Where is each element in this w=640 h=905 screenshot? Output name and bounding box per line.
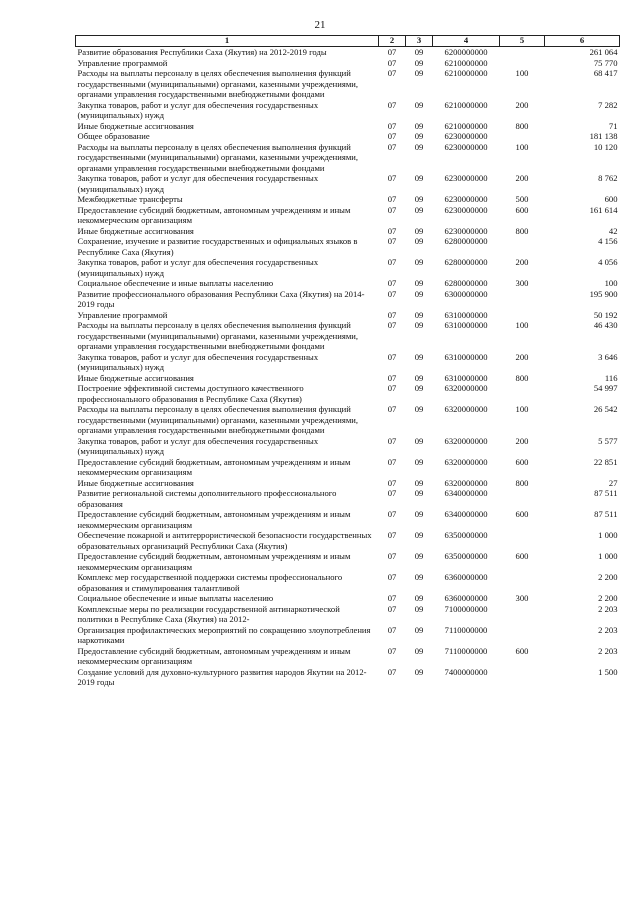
row-name: Развитие региональной системы дополнительного профессионального образования bbox=[77, 488, 337, 509]
row-target-article: 6280000000 bbox=[444, 236, 488, 246]
row-amount: 2 203 bbox=[598, 645, 618, 656]
row-expense-type: 300 bbox=[515, 278, 529, 288]
row-subsection: 09 bbox=[414, 372, 424, 383]
row-target-article: 7110000000 bbox=[444, 624, 488, 635]
row-expense-type: 600 bbox=[515, 204, 529, 215]
row-subsection: 09 bbox=[414, 551, 424, 561]
table-row bbox=[76, 310, 620, 321]
table-row bbox=[76, 457, 620, 478]
table-row bbox=[76, 404, 620, 436]
row-subsection: 09 bbox=[414, 435, 424, 446]
row-section: 07 bbox=[387, 404, 397, 414]
row-target-article: 6320000000 bbox=[444, 404, 488, 414]
row-section: 07 bbox=[387, 351, 397, 362]
row-section: 07 bbox=[387, 225, 397, 236]
row-name: Предоставление субсидий бюджетным, автономным учреждениям и иным некоммерческим организациям bbox=[77, 456, 351, 477]
row-subsection: 09 bbox=[414, 57, 424, 68]
row-target-article: 6230000000 bbox=[444, 194, 488, 204]
row-expense-type bbox=[500, 289, 545, 310]
row-target-article: 7400000000 bbox=[444, 666, 488, 677]
table-row bbox=[76, 257, 620, 278]
table-row bbox=[76, 373, 620, 384]
row-name: Закупка товаров, работ и услуг для обеспечения государственных (муниципальных) нужд bbox=[77, 351, 319, 372]
row-target-article: 6230000000 bbox=[444, 131, 488, 141]
table-row bbox=[76, 509, 620, 530]
row-subsection: 09 bbox=[414, 404, 424, 414]
row-amount: 75 770 bbox=[593, 57, 618, 68]
row-name: Иные бюджетные ассигнования bbox=[77, 372, 194, 383]
row-name: Организация профилактических мероприятий по сокращению злоупотребления наркотиками bbox=[77, 624, 371, 645]
row-section: 07 bbox=[387, 236, 397, 246]
row-name: Предоставление субсидий бюджетным, автономным учреждениям и иным некоммерческим организациям bbox=[77, 645, 351, 666]
row-name: Иные бюджетные ассигнования bbox=[77, 225, 194, 236]
row-subsection: 09 bbox=[414, 288, 424, 299]
row-expense-type bbox=[500, 47, 545, 58]
row-section: 07 bbox=[387, 666, 397, 677]
row-target-article: 6230000000 bbox=[444, 204, 488, 215]
row-subsection: 09 bbox=[414, 194, 424, 204]
row-expense-type: 200 bbox=[515, 435, 529, 446]
row-name: Управление программой bbox=[77, 309, 168, 320]
row-expense-type: 100 bbox=[515, 68, 529, 78]
row-name: Межбюджетные трансферты bbox=[77, 194, 183, 204]
row-amount: 10 120 bbox=[593, 141, 618, 152]
row-subsection: 09 bbox=[414, 488, 424, 498]
row-expense-type: 600 bbox=[515, 456, 529, 467]
row-expense-type: 800 bbox=[515, 372, 529, 383]
row-amount: 2 203 bbox=[598, 603, 618, 614]
row-expense-type: 100 bbox=[515, 141, 529, 152]
row-amount: 5 577 bbox=[598, 435, 618, 446]
row-target-article: 6340000000 bbox=[444, 488, 488, 498]
row-amount: 46 430 bbox=[593, 320, 618, 330]
row-amount: 161 614 bbox=[589, 204, 618, 215]
row-section: 07 bbox=[387, 383, 397, 393]
row-amount: 2 200 bbox=[598, 572, 618, 582]
row-subsection: 09 bbox=[414, 131, 424, 141]
row-name: Социальное обеспечение и иные выплаты населению bbox=[77, 593, 274, 603]
row-subsection: 09 bbox=[414, 666, 424, 677]
row-target-article: 6360000000 bbox=[444, 572, 488, 582]
row-expense-type bbox=[500, 572, 545, 593]
row-name: Расходы на выплаты персоналу в целях обеспечения выполнения функций государственными (муниципальными) органами, казенными учреждениями, органами управления государственными внебюджетными фондами bbox=[77, 141, 359, 173]
table-row bbox=[76, 478, 620, 489]
row-expense-type: 600 bbox=[515, 509, 529, 519]
row-target-article: 6310000000 bbox=[444, 320, 488, 330]
row-expense-type bbox=[500, 58, 545, 69]
row-target-article: 6200000000 bbox=[444, 47, 488, 57]
row-subsection: 09 bbox=[414, 68, 424, 78]
row-subsection: 09 bbox=[414, 173, 424, 183]
row-target-article: 6360000000 bbox=[444, 593, 488, 603]
row-target-article: 6340000000 bbox=[444, 509, 488, 519]
row-name: Расходы на выплаты персоналу в целях обеспечения выполнения функций государственными (муниципальными) органами, казенными учреждениями, органами управления государственными внебюджетными фондами bbox=[77, 320, 359, 351]
row-subsection: 09 bbox=[414, 351, 424, 362]
table-row bbox=[76, 173, 620, 194]
row-name: Закупка товаров, работ и услуг для обеспечения государственных (муниципальных) нужд bbox=[77, 99, 319, 120]
row-amount: 71 bbox=[608, 120, 618, 131]
row-section: 07 bbox=[387, 47, 397, 57]
row-section: 07 bbox=[387, 99, 397, 110]
row-target-article: 6350000000 bbox=[444, 530, 488, 540]
row-section: 07 bbox=[387, 572, 397, 582]
row-target-article: 6320000000 bbox=[444, 477, 488, 488]
page-number: 21 bbox=[314, 19, 326, 31]
row-target-article: 6230000000 bbox=[444, 173, 488, 183]
row-target-article: 6210000000 bbox=[444, 57, 488, 68]
row-section: 07 bbox=[387, 173, 397, 183]
row-name: Обеспечение пожарной и антитеррористической безопасности государственных образовательных организаций Республики Саха (Якутия) bbox=[77, 530, 372, 551]
row-target-article: 6300000000 bbox=[444, 288, 488, 299]
table-row bbox=[76, 436, 620, 457]
row-target-article: 6230000000 bbox=[444, 141, 488, 152]
row-target-article: 6210000000 bbox=[444, 99, 488, 110]
row-section: 07 bbox=[387, 372, 397, 383]
row-name: Иные бюджетные ассигнования bbox=[77, 477, 194, 488]
row-amount: 3 646 bbox=[598, 351, 618, 362]
row-amount: 2 203 bbox=[598, 624, 618, 635]
row-section: 07 bbox=[387, 456, 397, 467]
row-target-article: 6310000000 bbox=[444, 372, 488, 383]
row-subsection: 09 bbox=[414, 320, 424, 330]
row-name: Расходы на выплаты персоналу в целях обеспечения выполнения функций государственными (муниципальными) органами, казенными учреждениями, органами управления государственными внебюджетными фондами bbox=[77, 404, 359, 435]
row-expense-type: 200 bbox=[515, 351, 529, 362]
row-section: 07 bbox=[387, 645, 397, 656]
row-amount: 261 064 bbox=[589, 47, 618, 57]
row-name: Предоставление субсидий бюджетным, автономным учреждениям и иным некоммерческим организациям bbox=[77, 204, 351, 225]
row-amount: 4 156 bbox=[598, 236, 618, 246]
row-target-article: 6320000000 bbox=[444, 456, 488, 467]
table-row bbox=[76, 646, 620, 667]
budget-table bbox=[75, 35, 620, 688]
row-amount: 27 bbox=[608, 477, 618, 488]
row-expense-type: 200 bbox=[515, 173, 529, 183]
row-name: Развитие образования Республики Саха (Якутия) на 2012-2019 годы bbox=[77, 47, 327, 57]
row-name: Закупка товаров, работ и услуг для обеспечения государственных (муниципальных) нужд bbox=[77, 435, 319, 456]
row-subsection: 09 bbox=[414, 204, 424, 215]
table-body bbox=[76, 47, 620, 688]
row-subsection: 09 bbox=[414, 120, 424, 131]
row-amount: 181 138 bbox=[589, 131, 618, 141]
row-expense-type bbox=[500, 310, 545, 321]
row-name: Управление программой bbox=[77, 57, 168, 68]
row-amount: 195 900 bbox=[589, 288, 618, 299]
table-row bbox=[76, 352, 620, 373]
row-target-article: 6320000000 bbox=[444, 383, 488, 393]
row-subsection: 09 bbox=[414, 624, 424, 635]
row-expense-type bbox=[500, 383, 545, 404]
table-row bbox=[76, 194, 620, 205]
row-name: Развитие профессионального образования Республики Саха (Якутия) на 2014-2019 годы bbox=[77, 288, 365, 309]
row-amount: 1 500 bbox=[598, 666, 618, 677]
table-row bbox=[76, 530, 620, 551]
row-expense-type: 800 bbox=[515, 120, 529, 131]
row-amount: 2 200 bbox=[598, 593, 618, 603]
row-name: Комплексные меры по реализации государственной антинаркотической политики в Республике Саха (Якутия) на 2012- bbox=[77, 603, 340, 624]
row-expense-type bbox=[500, 530, 545, 551]
row-expense-type: 100 bbox=[515, 320, 529, 330]
row-name: Предоставление субсидий бюджетным, автономным учреждениям и иным некоммерческим организациям bbox=[77, 551, 351, 572]
row-name: Общее образование bbox=[77, 131, 150, 141]
row-target-article: 6210000000 bbox=[444, 120, 488, 131]
row-amount: 26 542 bbox=[593, 404, 618, 414]
row-subsection: 09 bbox=[414, 530, 424, 540]
row-expense-type: 800 bbox=[515, 477, 529, 488]
row-expense-type: 300 bbox=[515, 593, 529, 603]
row-subsection: 09 bbox=[414, 509, 424, 519]
row-name: Построение эффективной системы доступного качественного профессионального образования в Республике Саха (Якутия) bbox=[77, 383, 304, 404]
row-amount: 1 000 bbox=[598, 530, 618, 540]
row-section: 07 bbox=[387, 530, 397, 540]
row-expense-type: 500 bbox=[515, 194, 529, 204]
row-subsection: 09 bbox=[414, 225, 424, 236]
table-row bbox=[76, 278, 620, 289]
header-col-5: 5 bbox=[500, 36, 545, 47]
header-col-1: 1 bbox=[76, 36, 379, 47]
row-subsection: 09 bbox=[414, 99, 424, 110]
header-col-2: 2 bbox=[379, 36, 406, 47]
header-col-3: 3 bbox=[406, 36, 433, 47]
row-amount: 42 bbox=[608, 225, 618, 236]
row-section: 07 bbox=[387, 68, 397, 78]
row-amount: 22 851 bbox=[593, 456, 618, 467]
table-row bbox=[76, 47, 620, 58]
row-expense-type bbox=[500, 236, 545, 257]
row-amount: 87 511 bbox=[594, 509, 618, 519]
header-col-6: 6 bbox=[545, 36, 620, 47]
table-header-row bbox=[76, 36, 620, 47]
row-expense-type: 600 bbox=[515, 551, 529, 561]
row-section: 07 bbox=[387, 551, 397, 561]
row-section: 07 bbox=[387, 477, 397, 488]
row-target-article: 6280000000 bbox=[444, 278, 488, 288]
row-subsection: 09 bbox=[414, 309, 424, 320]
row-section: 07 bbox=[387, 624, 397, 635]
row-section: 07 bbox=[387, 120, 397, 131]
row-amount: 116 bbox=[604, 372, 618, 383]
row-target-article: 7100000000 bbox=[444, 603, 488, 614]
row-section: 07 bbox=[387, 288, 397, 299]
row-expense-type: 600 bbox=[515, 645, 529, 656]
row-name: Создание условий для духовно-культурного развития народов Якутии на 2012-2019 годы bbox=[77, 666, 367, 687]
table-row bbox=[76, 205, 620, 226]
row-expense-type bbox=[500, 604, 545, 625]
row-name: Расходы на выплаты персоналу в целях обеспечения выполнения функций государственными (муниципальными) органами, казенными учреждениями, органами управления государственными внебюджетными фондами bbox=[77, 68, 359, 99]
row-amount: 87 511 bbox=[594, 488, 618, 498]
table-row bbox=[76, 289, 620, 310]
table-row bbox=[76, 604, 620, 625]
table-row bbox=[76, 121, 620, 132]
row-expense-type: 800 bbox=[515, 225, 529, 236]
row-name: Закупка товаров, работ и услуг для обеспечения государственных (муниципальных) нужд bbox=[77, 173, 319, 194]
row-expense-type: 100 bbox=[515, 404, 529, 414]
row-target-article: 6280000000 bbox=[444, 257, 488, 267]
row-subsection: 09 bbox=[414, 278, 424, 288]
row-amount: 50 192 bbox=[593, 309, 618, 320]
table-row bbox=[76, 572, 620, 593]
table-row bbox=[76, 667, 620, 688]
table-row bbox=[76, 58, 620, 69]
row-section: 07 bbox=[387, 204, 397, 215]
row-section: 07 bbox=[387, 257, 397, 267]
row-amount: 54 997 bbox=[593, 383, 618, 393]
row-amount: 1 000 bbox=[598, 551, 618, 561]
table-row bbox=[76, 488, 620, 509]
row-section: 07 bbox=[387, 309, 397, 320]
row-name: Социальное обеспечение и иные выплаты населению bbox=[77, 278, 274, 288]
row-subsection: 09 bbox=[414, 645, 424, 656]
row-amount: 7 282 bbox=[598, 99, 618, 110]
table-row bbox=[76, 383, 620, 404]
table-row bbox=[76, 100, 620, 121]
row-section: 07 bbox=[387, 141, 397, 152]
row-section: 07 bbox=[387, 194, 397, 204]
row-section: 07 bbox=[387, 435, 397, 446]
row-expense-type bbox=[500, 667, 545, 688]
row-target-article: 7110000000 bbox=[444, 645, 488, 656]
row-amount: 100 bbox=[604, 278, 618, 288]
row-section: 07 bbox=[387, 278, 397, 288]
table-row bbox=[76, 142, 620, 174]
row-subsection: 09 bbox=[414, 257, 424, 267]
table-row bbox=[76, 131, 620, 142]
row-amount: 8 762 bbox=[598, 173, 618, 183]
row-target-article: 6210000000 bbox=[444, 68, 488, 78]
row-subsection: 09 bbox=[414, 477, 424, 488]
row-section: 07 bbox=[387, 320, 397, 330]
table-row bbox=[76, 320, 620, 352]
row-section: 07 bbox=[387, 131, 397, 141]
row-section: 07 bbox=[387, 603, 397, 614]
table-row bbox=[76, 625, 620, 646]
row-subsection: 09 bbox=[414, 47, 424, 57]
row-subsection: 09 bbox=[414, 603, 424, 614]
row-name: Комплекс мер государственной поддержки системы профессионального образования и стимулирования талантливой bbox=[77, 572, 343, 593]
table-row bbox=[76, 226, 620, 237]
row-section: 07 bbox=[387, 57, 397, 68]
row-subsection: 09 bbox=[414, 141, 424, 152]
row-amount: 600 bbox=[604, 194, 618, 204]
row-section: 07 bbox=[387, 488, 397, 498]
row-section: 07 bbox=[387, 509, 397, 519]
row-name: Сохранение, изучение и развитие государственных и официальных языков в Республике Саха (Якутия) bbox=[77, 236, 358, 257]
table-row bbox=[76, 551, 620, 572]
row-subsection: 09 bbox=[414, 383, 424, 393]
row-target-article: 6310000000 bbox=[444, 351, 488, 362]
row-amount: 68 417 bbox=[593, 68, 618, 78]
row-subsection: 09 bbox=[414, 593, 424, 603]
row-subsection: 09 bbox=[414, 456, 424, 467]
row-expense-type: 200 bbox=[515, 99, 529, 110]
row-expense-type bbox=[500, 131, 545, 142]
row-expense-type bbox=[500, 488, 545, 509]
header-col-4: 4 bbox=[433, 36, 500, 47]
table-row bbox=[76, 68, 620, 100]
row-subsection: 09 bbox=[414, 572, 424, 582]
row-subsection: 09 bbox=[414, 236, 424, 246]
row-name: Предоставление субсидий бюджетным, автономным учреждениям и иным некоммерческим организациям bbox=[77, 509, 351, 530]
row-amount: 4 056 bbox=[598, 257, 618, 267]
row-target-article: 6320000000 bbox=[444, 435, 488, 446]
table-row bbox=[76, 236, 620, 257]
row-expense-type bbox=[500, 625, 545, 646]
row-expense-type: 200 bbox=[515, 257, 529, 267]
row-name: Иные бюджетные ассигнования bbox=[77, 120, 194, 131]
row-name: Закупка товаров, работ и услуг для обеспечения государственных (муниципальных) нужд bbox=[77, 257, 319, 278]
row-target-article: 6350000000 bbox=[444, 551, 488, 561]
row-target-article: 6230000000 bbox=[444, 225, 488, 236]
table-row bbox=[76, 593, 620, 604]
row-target-article: 6310000000 bbox=[444, 309, 488, 320]
row-section: 07 bbox=[387, 593, 397, 603]
